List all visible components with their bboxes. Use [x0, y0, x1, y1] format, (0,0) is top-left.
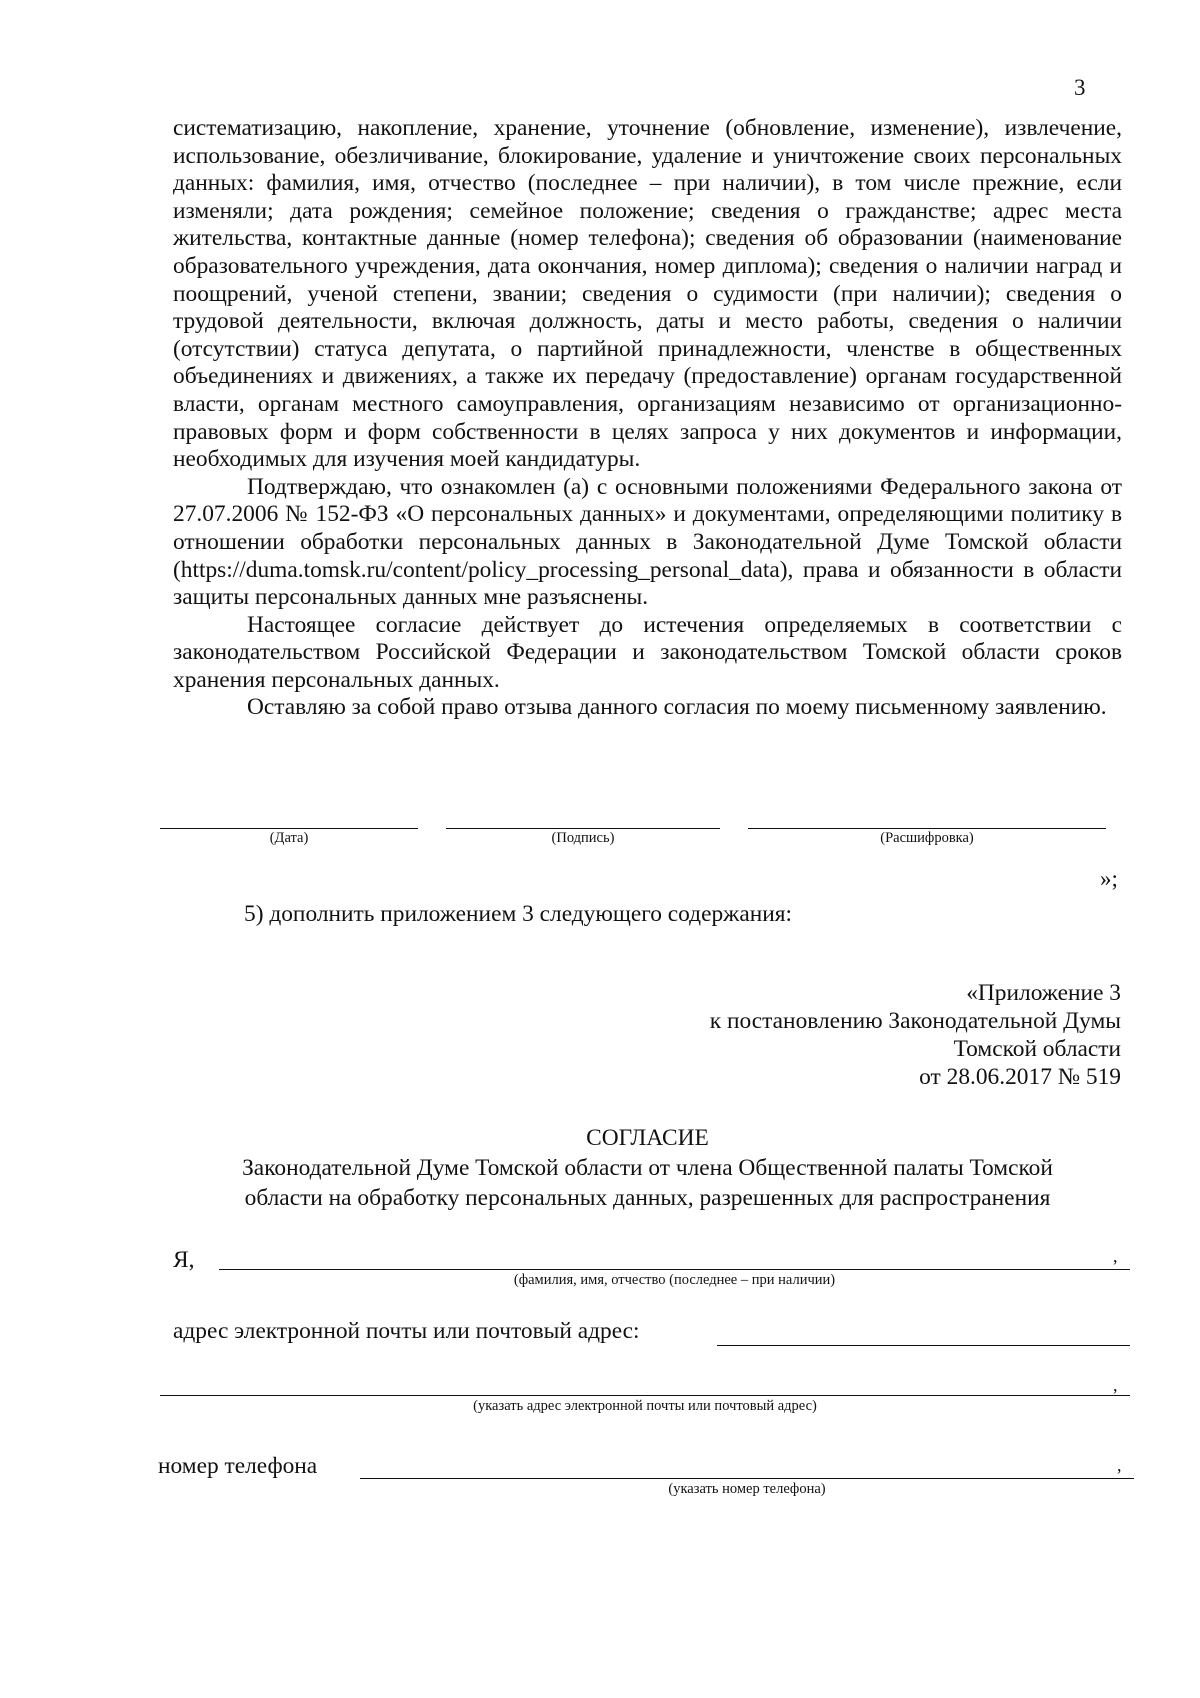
appendix-line-4: от 28.06.2017 № 519: [919, 1064, 1121, 1090]
item-5: 5) дополнить приложением 3 следующего содержания:: [244, 901, 792, 927]
date-caption: (Дата): [269, 830, 309, 846]
appendix-line-1: «Приложение 3: [966, 980, 1121, 1006]
consent-body: [173, 115, 1122, 722]
name-caption: (фамилия, имя, отчество (последнее – при наличии): [513, 1272, 836, 1288]
email-comma: ,: [1113, 1375, 1118, 1395]
email-input-line-1[interactable]: [717, 1345, 1130, 1346]
document-subtitle: [173, 1154, 1122, 1213]
date-line: [160, 828, 418, 829]
phone-comma: ,: [1117, 1455, 1122, 1475]
appendix-header: [521, 979, 1121, 1091]
paragraph-processing-list: систематизацию, накопление, хранение, уточнение (обновление, изменение), извлечение, использование, обезличивание, блокирование, удаление и уничтожение своих персональных данных: фамилия, имя, отчество (последнее – при наличии), в том числе прежние, если изменяли; дата рождения; семейное положение; сведения о гражданстве; адрес места жительства, контактные данные (номер телефона); сведения об образовании (наименование образовательного учреждения, дата окончания, номер диплома); сведения о наличии наград и поощрений, ученой степени, звании; сведения о судимости (при наличии); сведения о трудовой деятельности, включая должность, даты и место работы, сведения о наличии (отсутствии) статуса депутата, о партийной принадлежности, членстве в общественных объединениях и движениях, а также их передачу (предоставление) органам государственной власти, органам местного самоуправления, организациям независимо от организационно-правовых форм и форм собственности в целях запроса у них документов и информации, необходимых для изучения моей кандидатуры.: [173, 115, 1122, 473]
subtitle-line-1: Законодательной Думе Томской области от члена Общественной палаты Томской: [242, 1155, 1053, 1181]
phone-label: номер телефона: [158, 1453, 318, 1479]
appendix-line-3: Томской области: [953, 1036, 1121, 1062]
phone-input-line[interactable]: [360, 1478, 1134, 1479]
phone-caption: (указать номер телефона): [668, 1481, 826, 1497]
signature-caption: (Подпись): [551, 830, 615, 846]
paragraph-validity: Настоящее согласие действует до истечения определяемых в соответствии с законодательством Российской Федерации и законодательством Томской области сроков хранения персональных данных.: [173, 611, 1122, 693]
page-number: 3: [1074, 75, 1086, 100]
paragraph-revocation: Оставляю за собой право отзыва данного согласия по моему письменному заявлению.: [247, 694, 1107, 721]
signature-line: [446, 828, 720, 829]
name-input-line[interactable]: [219, 1269, 1130, 1270]
email-label: адрес электронной почты или почтовый адрес:: [173, 1318, 640, 1344]
subtitle-line-2: области на обработку персональных данных, разрешенных для распространения: [244, 1184, 1051, 1211]
decode-line: [748, 828, 1106, 829]
email-input-line-2[interactable]: [160, 1395, 1130, 1396]
paragraph-acknowledgement: Подтверждаю, что ознакомлен (а) с основными положениями Федерального закона от 27.07.2006 № 152-ФЗ «О персональных данных» и документами, определяющими политику в отношении обработки персональных данных в Законодательной Думе Томской области (https://duma.tomsk.ru/content/policy_processing_personal_data), права и обязанности в области защиты персональных данных мне разъяснены.: [173, 473, 1122, 611]
name-label: Я,: [173, 1247, 195, 1273]
name-comma: ,: [1113, 1246, 1118, 1266]
decode-caption: (Расшифровка): [880, 830, 974, 846]
quote-end: »;: [1100, 866, 1118, 891]
email-caption: (указать адрес электронной почты или почтовый адрес): [473, 1398, 817, 1414]
document-title: СОГЛАСИЕ: [586, 1125, 709, 1151]
appendix-line-2: к постановлению Законодательной Думы: [709, 1008, 1121, 1034]
